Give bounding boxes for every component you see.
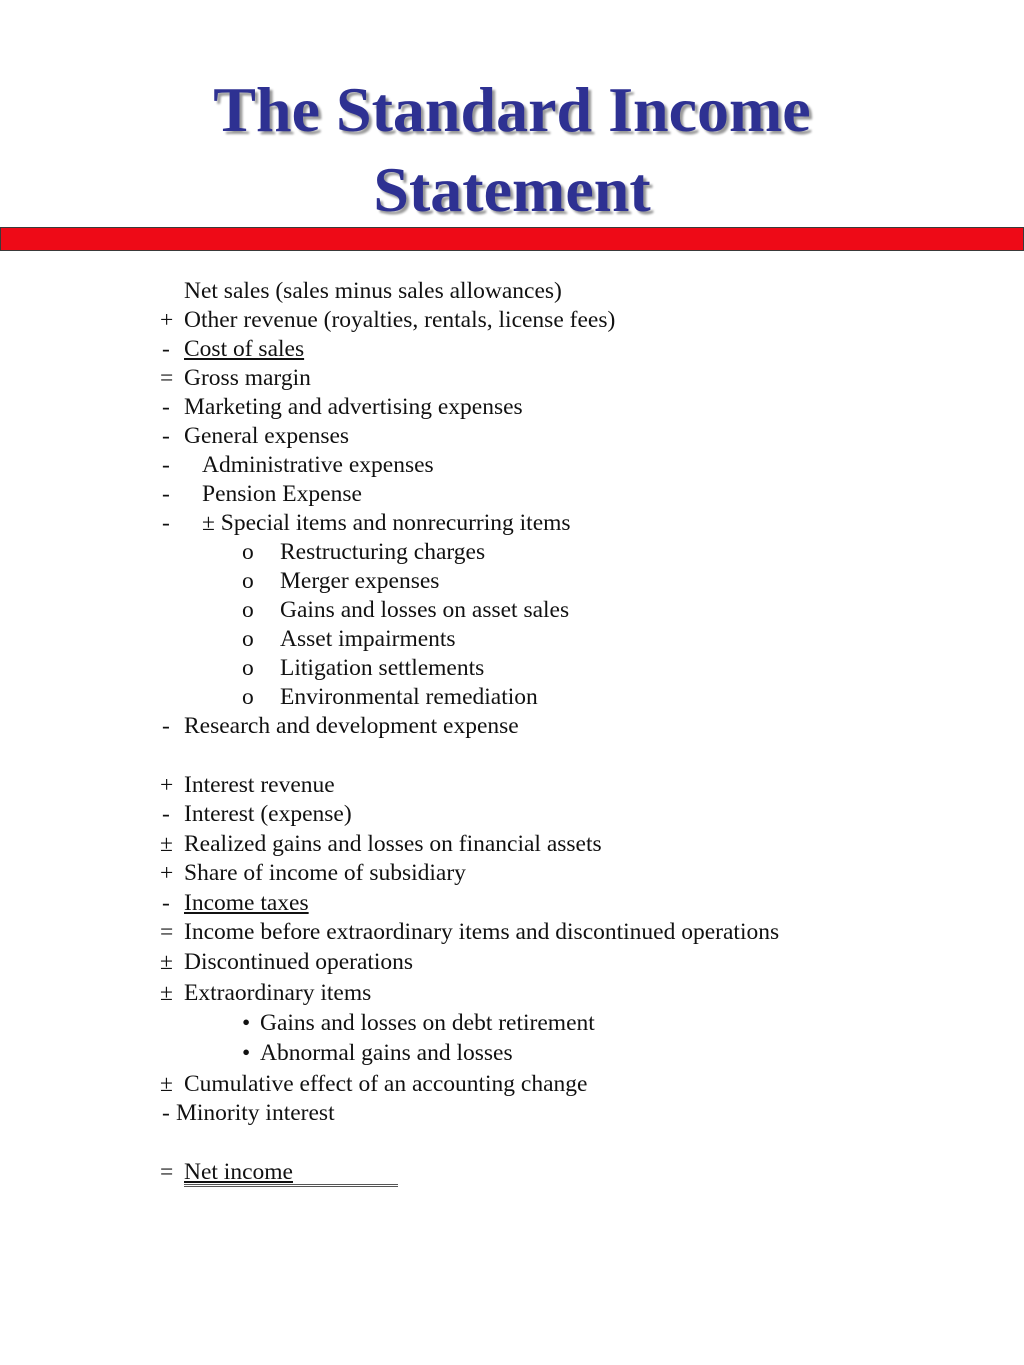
line-text: Administrative expenses — [202, 452, 434, 478]
line-text: Pension Expense — [202, 481, 362, 507]
line-text: General expenses — [184, 423, 350, 449]
line-text: Litigation settlements — [280, 655, 485, 681]
line-text: Gains and losses on asset sales — [280, 597, 570, 623]
line-prefix: ± — [160, 980, 173, 1006]
line-prefix: ± — [160, 949, 173, 975]
line-text: Restructuring charges — [280, 539, 486, 565]
line-text: Net sales (sales minus sales allowances) — [184, 278, 562, 304]
line-prefix: - — [162, 801, 170, 827]
title-line-1: The Standard Income — [213, 74, 811, 145]
line-prefix: - — [162, 394, 170, 420]
line-text: Net income — [184, 1160, 398, 1187]
line-text: Cost of sales — [184, 336, 305, 362]
line-prefix: - — [162, 481, 170, 507]
line-text: Interest revenue — [184, 772, 335, 798]
line-prefix: - — [162, 423, 170, 449]
line-prefix: ± — [160, 831, 173, 857]
line-text: Abnormal gains and losses — [260, 1040, 513, 1066]
line-text: Gross margin — [184, 365, 311, 391]
line-prefix: - — [162, 713, 170, 739]
line-prefix: ± — [160, 1071, 173, 1097]
line-text: Environmental remediation — [280, 684, 538, 710]
bullet-circle-icon: o — [242, 626, 254, 652]
page-title — [0, 70, 1024, 230]
line-prefix: + — [160, 860, 174, 886]
bullet-circle-icon: o — [242, 539, 254, 565]
line-text: Other revenue (royalties, rentals, license fees) — [184, 307, 616, 333]
line-prefix: - — [162, 1100, 170, 1126]
bullet-circle-icon: o — [242, 568, 254, 594]
line-text: Marketing and advertising expenses — [184, 394, 523, 420]
line-text: Minority interest — [176, 1100, 335, 1126]
line-text: Research and development expense — [184, 713, 519, 739]
title-line-2: Statement — [373, 154, 651, 225]
bullet-circle-icon: o — [242, 684, 254, 710]
line-text: Cumulative effect of an accounting change — [184, 1071, 588, 1097]
line-prefix: - — [162, 336, 170, 362]
line-text: Income before extraordinary items and discontinued operations — [184, 919, 780, 945]
line-text: Share of income of subsidiary — [184, 860, 466, 886]
line-text: Income taxes — [184, 890, 309, 916]
line-prefix: - — [162, 890, 170, 916]
line-text: Gains and losses on debt retirement — [260, 1010, 595, 1036]
line-text: Extraordinary items — [184, 980, 372, 1006]
net-income-total — [184, 1158, 398, 1187]
line-text: Realized gains and losses on financial assets — [184, 831, 602, 857]
line-prefix: = — [160, 365, 174, 391]
title-divider-bar — [0, 227, 1024, 251]
line-prefix: = — [160, 919, 174, 945]
line-prefix: - — [162, 510, 170, 536]
bullet-circle-icon: o — [242, 655, 254, 681]
line-prefix: + — [160, 307, 174, 333]
line-text: ± Special items and nonrecurring items — [202, 510, 571, 536]
bullet-dot-icon: • — [242, 1040, 251, 1066]
line-text: Merger expenses — [280, 568, 440, 594]
line-prefix: + — [160, 772, 174, 798]
bullet-dot-icon: • — [242, 1010, 251, 1036]
line-prefix: = — [160, 1159, 174, 1185]
bullet-circle-icon: o — [242, 597, 254, 623]
line-text: Interest (expense) — [184, 801, 352, 827]
line-text: Discontinued operations — [184, 949, 414, 975]
line-text: Asset impairments — [280, 626, 456, 652]
line-prefix: - — [162, 452, 170, 478]
